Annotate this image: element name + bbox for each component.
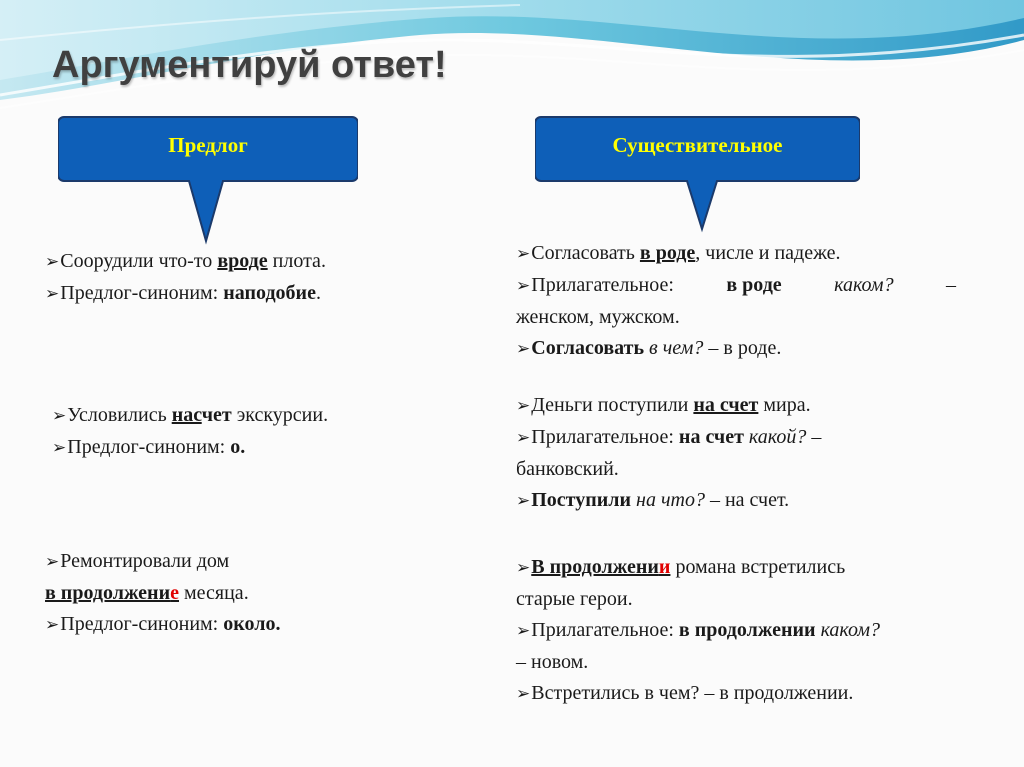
question: в чем? [644, 337, 704, 359]
key-word: на счет [693, 394, 759, 416]
bullet-line [516, 333, 956, 365]
key-word: в продолжени [45, 582, 171, 604]
text: Деньги поступили [531, 394, 694, 416]
key-word: в продолжении [678, 619, 816, 641]
left-block-1 [45, 246, 425, 310]
page-title: Аргументируй ответ! [52, 44, 447, 86]
text: Предлог-синоним: [67, 436, 231, 458]
ending-highlight: и [658, 556, 671, 578]
bullet-line [45, 278, 425, 310]
text: . [315, 282, 321, 304]
bullet-line [516, 390, 956, 422]
text-line: старые герои. [516, 588, 633, 610]
arrow-bullet-icon: ➢ [516, 396, 531, 416]
arrow-bullet-icon: ➢ [516, 428, 531, 448]
right-block-2 [516, 390, 956, 517]
text: , числе и падеже. [695, 242, 841, 264]
key-word: Поступили [531, 489, 632, 511]
bullet-line [516, 552, 966, 584]
right-block-3 [516, 552, 966, 710]
callout-noun [535, 115, 860, 233]
text: – на счет. [704, 489, 790, 511]
arrow-bullet-icon: ➢ [45, 252, 60, 272]
key-word: В продолжени [531, 556, 659, 578]
bullet-line [516, 678, 966, 710]
text-line [45, 578, 425, 609]
text: плота. [267, 250, 326, 272]
arrow-bullet-icon: ➢ [516, 684, 531, 704]
question: каком? [834, 274, 894, 296]
bullet-line [45, 609, 425, 641]
key-word: нас [171, 404, 202, 426]
arrow-bullet-icon: ➢ [45, 615, 60, 635]
text-line: банковский. [516, 458, 619, 480]
bullet-line [516, 270, 956, 302]
question: каком? [815, 619, 881, 641]
question: какой? [743, 426, 807, 448]
arrow-bullet-icon: ➢ [45, 284, 60, 304]
arrow-bullet-icon: ➢ [52, 406, 67, 426]
text: Предлог-синоним: [60, 613, 224, 635]
arrow-bullet-icon: ➢ [516, 276, 531, 296]
synonym: около. [223, 613, 281, 635]
text: мира. [758, 394, 811, 416]
synonym: о. [230, 436, 246, 458]
text-line: – новом. [516, 651, 589, 673]
left-block-2 [52, 400, 432, 464]
text: Прилагательное: [531, 426, 679, 448]
text: месяца. [179, 582, 249, 604]
callout-preposition [58, 115, 358, 245]
bullet-line [45, 246, 425, 278]
arrow-bullet-icon: ➢ [516, 621, 531, 641]
text: Соорудили что-то [60, 250, 218, 272]
arrow-bullet-icon: ➢ [516, 558, 531, 578]
callout-label: Существительное [612, 133, 783, 157]
bullet-line [516, 485, 956, 517]
key-word: в роде [639, 242, 696, 264]
text: Прилагательное: [531, 619, 679, 641]
text-line: женском, мужском. [516, 306, 680, 328]
text: – [945, 274, 956, 296]
left-block-3 [45, 546, 425, 641]
key-word: в роде [726, 274, 782, 296]
bullet-line [516, 615, 966, 647]
text: романа встретились [670, 556, 846, 578]
bullet-line [45, 546, 425, 578]
arrow-bullet-icon: ➢ [52, 438, 67, 458]
bullet-line [52, 432, 432, 464]
text: Встретились в чем? – в продолжении. [531, 682, 854, 704]
key-word: на счет [678, 426, 744, 448]
arrow-bullet-icon: ➢ [516, 339, 531, 359]
key-word: вроде [217, 250, 268, 272]
callout-label: Предлог [168, 133, 248, 157]
ending-highlight: е [170, 582, 179, 604]
question: на что? [631, 489, 705, 511]
synonym: наподобие [223, 282, 316, 304]
text: экскурсии. [231, 404, 329, 426]
arrow-bullet-icon: ➢ [516, 491, 531, 511]
arrow-bullet-icon: ➢ [516, 244, 531, 264]
text: Ремонтировали дом [60, 550, 230, 572]
arrow-bullet-icon: ➢ [45, 552, 60, 572]
right-block-1 [516, 238, 956, 365]
text: – [806, 426, 822, 448]
key-word-rest: чет [201, 404, 232, 426]
bullet-line [516, 238, 956, 270]
bullet-line [52, 400, 432, 432]
text: Условились [67, 404, 172, 426]
text: – в роде. [703, 337, 782, 359]
text: Прилагательное: [531, 274, 674, 296]
key-word: Согласовать [531, 337, 645, 359]
bullet-line [516, 422, 956, 454]
text: Согласовать [531, 242, 640, 264]
text: Предлог-синоним: [60, 282, 224, 304]
